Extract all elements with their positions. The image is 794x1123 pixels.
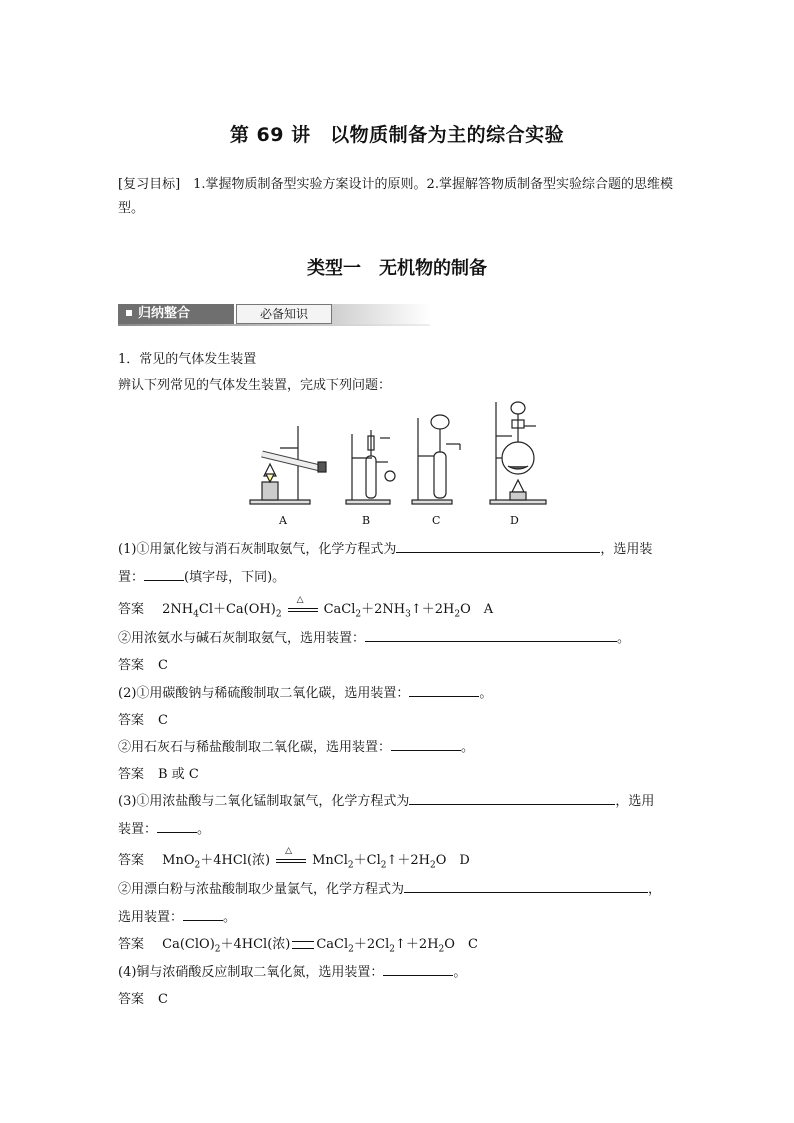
question-2b: ②用石灰石与稀盐酸制取二氧化碳，选用装置： 。 xyxy=(118,736,474,755)
review-goal: [复习目标] 1.掌握物质制备型实验方案设计的原则。2.掌握解答物质制备型实验综合题的思维模型。 xyxy=(118,177,673,216)
answer-blank xyxy=(157,818,197,833)
question-3b: ②用漂白粉与浓盐酸制取少量氯气，化学方程式为 ， xyxy=(118,878,661,897)
answer-3a: 答案 MnO$_2$＋4HCl(浓) △ $MnCl_2+Cl_2↑+2H_2O$ D xyxy=(118,845,470,871)
answer-blank xyxy=(391,736,461,751)
q1-intro: 辨认下列常见的气体发生装置，完成下列问题： xyxy=(118,378,392,393)
question-1b: ②用浓氨水与碱石灰制取氨气，选用装置： 。 xyxy=(118,627,630,646)
figure-label-b: B xyxy=(362,514,371,527)
answer-blank xyxy=(365,627,617,642)
gas-generation-apparatus-icon xyxy=(240,396,550,516)
section-title: 类型一 无机物的制备 xyxy=(307,258,487,279)
answer-1b: 答案 C xyxy=(118,658,168,673)
question-2a: (2)①用碳酸钠与稀硫酸制取二氧化碳，选用装置： 。 xyxy=(118,682,492,701)
page-title: 第 69 讲 以物质制备为主的综合实验 xyxy=(229,124,565,146)
answer-3b: 答案 $Ca(ClO)_2+4HCl$(浓) $CaCl_2+2Cl_2↑+2H_2O$ C xyxy=(118,937,478,955)
figure-label-c: C xyxy=(432,514,441,527)
question-4: (4)铜与浓硝酸反应制取二氧化氮，选用装置： 。 xyxy=(118,961,466,980)
q1-heading: 1．常见的气体发生装置 xyxy=(118,352,257,367)
answer-1a: 答案 $2NH_4Cl+Ca(OH)_2$ △ $CaCl_2+2NH_3↑+2H_2O$ A xyxy=(118,594,494,620)
question-3b-cont: 选用装置： 。 xyxy=(118,906,236,925)
answer-blank xyxy=(409,682,479,697)
answer-blank xyxy=(144,566,184,581)
answer-2a: 答案 C xyxy=(118,713,168,728)
answer-4: 答案 C xyxy=(118,992,168,1007)
question-1a: (1)①用氯化铵与消石灰制取氨气，化学方程式为 ，选用装 xyxy=(118,538,652,557)
square-icon xyxy=(126,310,132,316)
figure-label-a: A xyxy=(279,514,287,527)
answer-2b: 答案 B 或 C xyxy=(118,767,199,782)
question-3a: (3)①用浓盐酸与二氧化锰制取氯气，化学方程式为 ，选用 xyxy=(118,790,654,809)
banner-dark-tab: 归纳整合 xyxy=(118,304,234,324)
question-1a-cont: 置： (填字母，下同)。 xyxy=(118,566,285,585)
heat-condition-sign: △ xyxy=(276,854,306,868)
section-banner xyxy=(118,304,430,326)
answer-blank xyxy=(383,961,453,976)
answer-blank xyxy=(183,906,223,921)
question-3a-cont: 装置： 。 xyxy=(118,818,210,837)
equals-sign xyxy=(292,941,314,949)
answer-blank xyxy=(396,538,600,553)
banner-light-tab: 必备知识 xyxy=(236,304,332,324)
figure-label-d: D xyxy=(510,514,519,527)
answer-blank xyxy=(409,790,615,805)
apparatus-figure xyxy=(240,396,550,531)
heat-condition-sign: △ xyxy=(288,603,318,617)
answer-blank xyxy=(404,878,648,893)
